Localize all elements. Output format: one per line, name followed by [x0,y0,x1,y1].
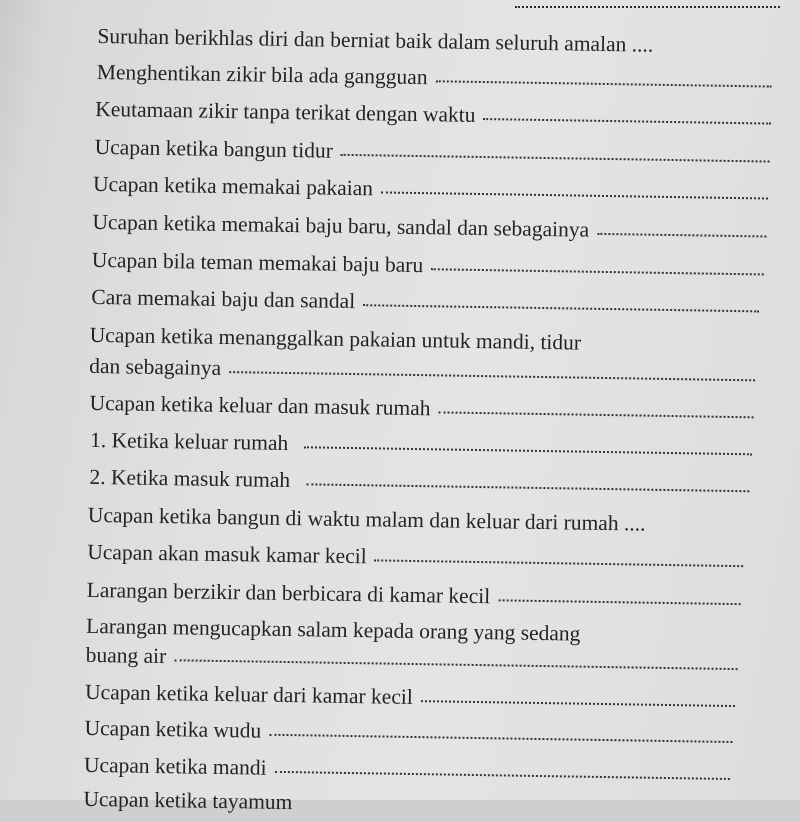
toc-entry-title: Larangan berzikir dan berbicara di kamar kecil [86,577,491,609]
toc-entry-title: 1. Ketika keluar rumah [89,427,289,456]
toc-entry [88,503,752,537]
dotted-leader [375,559,744,567]
toc-entry-title: dan sebagainya [89,353,222,380]
dotted-leader [431,268,764,275]
toc-entry-title: Cara memakai baju dan sandal [91,284,356,314]
toc-entry-title: Keutamaan zikir tanpa terikat dengan waktu [95,96,476,127]
toc-entry [90,428,752,462]
dotted-leader [229,371,755,381]
dotted-leader [341,154,770,163]
toc-entry-title: Ucapan ketika keluar dari kamar kecil [84,679,413,709]
dotted-leader [483,118,771,125]
toc-entry-title: Ucapan ketika memakai baju baru, sandal dan sebagainya [92,209,590,242]
dotted-leader [381,191,768,199]
toc-entry [93,172,768,207]
toc-entry-title: Ucapan ketika memakai pakaian [92,171,374,201]
toc-entry [86,643,738,677]
toc-entry-title: Ucapan akan masuk kamar kecil [87,539,367,569]
toc-entry [85,680,735,714]
toc-entry-title: buang air [85,642,167,669]
toc-entry [95,97,771,132]
dotted-leader [304,446,752,455]
toc-entry-title-line1: Larangan mengucapkan salam kepada orang yang sedang [85,613,581,646]
dotted-leader [363,304,759,312]
toc-entry [87,540,743,574]
toc-entry [95,135,770,170]
toc-entry-title: Menghentikan zikir bila ada gangguan [96,59,428,90]
toc-entry [83,787,723,821]
toc-entry-title: Ucapan ketika bangun di waktu malam dan keluar dari rumah .... [87,502,646,536]
toc-entry-title: Ucapan ketika mandi [83,752,267,780]
toc-entry [97,60,772,95]
dotted-leader [597,233,766,238]
toc-entry-title-line1: Ucapan ketika menanggalkan pakaian untuk mandi, tidur [89,322,582,355]
toc-entry [89,354,755,388]
dotted-leader [275,771,730,780]
toc-entry [89,465,749,499]
toc-entry [89,391,753,425]
dotted-leader [436,80,772,87]
toc-entry [87,578,741,612]
toc-entry-title: Ucapan ketika bangun tidur [94,134,334,163]
toc-entry [97,24,777,59]
toc-entry [92,210,766,245]
dotted-leader [174,659,737,670]
toc-entry [84,716,732,750]
toc-entry [91,285,759,319]
toc-entry-title: Ucapan ketika wudu [84,715,262,743]
dotted-leader [306,483,749,492]
dotted-leader [498,599,740,605]
toc-entry-title: 2. Ketika masuk rumah [89,464,291,493]
toc-entry [84,753,730,787]
dotted-leader [269,734,732,743]
toc-entry-title: Ucapan ketika tayamum [83,786,293,815]
toc-entry [92,248,764,283]
dotted-leader [438,411,753,418]
toc-entry-title: Suruhan berikhlas diri dan berniat baik dalam seluruh amalan .... [97,23,654,57]
toc-entry-title: Ucapan ketika keluar dan masuk rumah [89,390,431,421]
toc-entry-title: Ucapan bila teman memakai baju baru [91,247,424,278]
dotted-leader [421,700,735,707]
